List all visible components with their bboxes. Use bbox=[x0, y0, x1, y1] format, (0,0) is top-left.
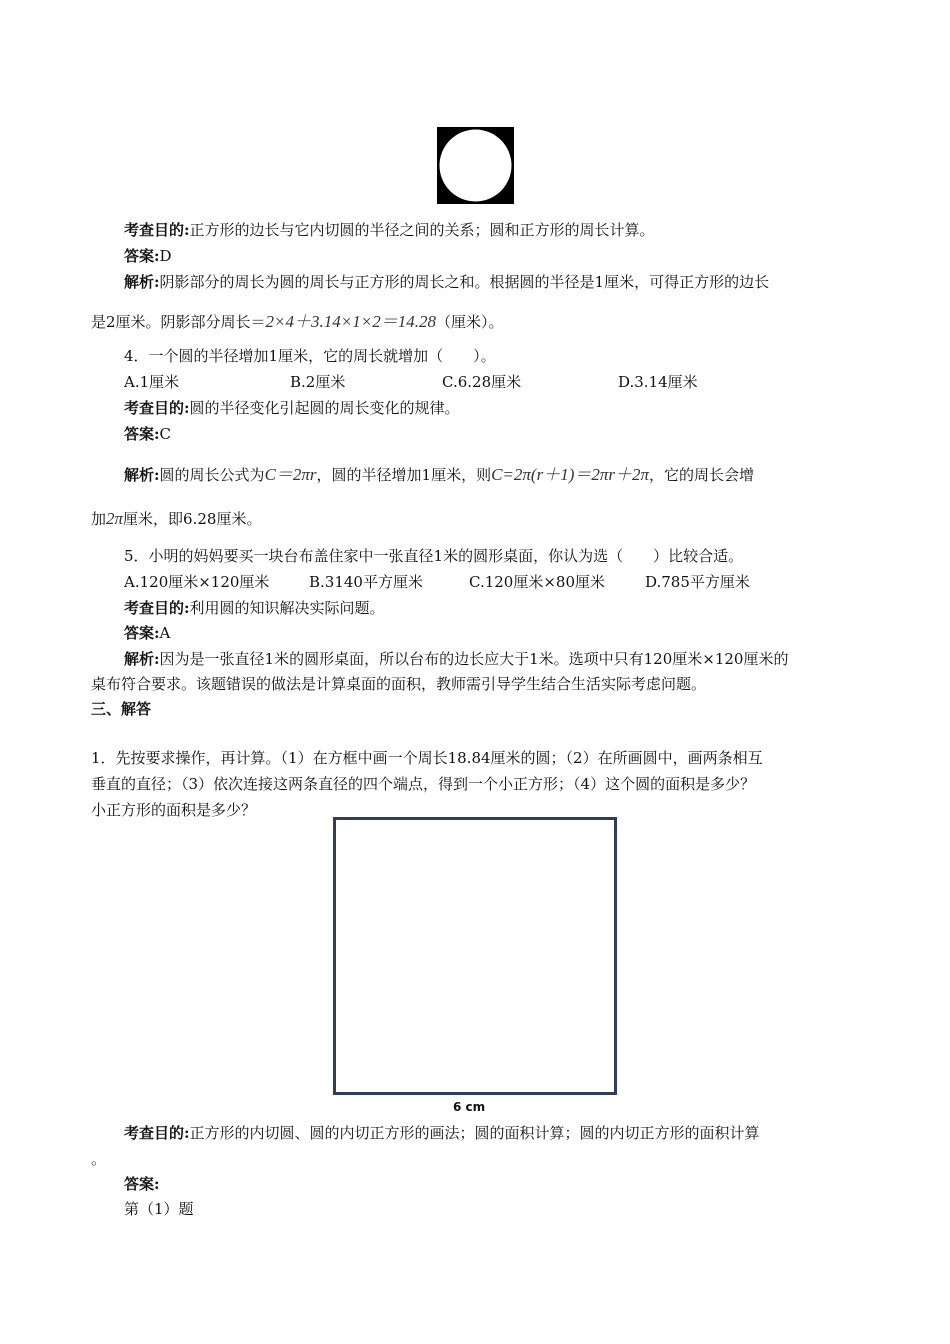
q4-purpose-label: 考查目的: bbox=[124, 399, 190, 417]
q3-analysis-text2-post: （厘米）。 bbox=[435, 313, 504, 331]
q4-formula3: 2π bbox=[106, 509, 124, 528]
q5-analysis-text1: 因为是一张直径1米的圆形桌面，所以台布的边长应大于1米。选项中只有120厘米×120厘米的 bbox=[159, 650, 789, 668]
q4-answer-line bbox=[124, 423, 171, 444]
section-heading: 三、解答 bbox=[91, 700, 152, 718]
q4-purpose-text: 圆的半径变化引起圆的周长变化的规律。 bbox=[189, 399, 460, 417]
q4-answer-label: 答案: bbox=[124, 425, 160, 443]
s1-purpose-line bbox=[124, 1122, 760, 1143]
q5-purpose-line bbox=[124, 597, 385, 618]
q3-analysis-line1 bbox=[124, 271, 769, 292]
q4-analysis-line2-pre: 加 bbox=[91, 510, 107, 528]
q5-analysis-label: 解析: bbox=[124, 650, 160, 668]
q4-analysis-line2 bbox=[91, 508, 261, 529]
q4-option-d: D.3.14厘米 bbox=[618, 373, 698, 391]
q4-analysis-mid: ，圆的半径增加1厘米，则 bbox=[316, 466, 492, 484]
q5-answer-line bbox=[124, 622, 170, 643]
q4-analysis-line1 bbox=[124, 460, 754, 485]
q5-answer-label: 答案: bbox=[124, 624, 160, 642]
q4-analysis-post: ，它的周长会增 bbox=[649, 466, 755, 484]
q3-analysis-label: 解析: bbox=[124, 273, 160, 291]
q5-analysis-line1 bbox=[124, 648, 788, 669]
q4-option-c: C.6.28厘米 bbox=[442, 373, 522, 391]
square-side-label: 6 cm bbox=[453, 1100, 486, 1114]
s1-purpose-cont: 。 bbox=[91, 1150, 107, 1168]
s1-text-line1: 1．先按要求操作，再计算。（1）在方框中画一个周长18.84厘米的圆；（2）在所画圆中，画两条相互 bbox=[91, 749, 763, 767]
q3-analysis-text2-pre: 是2厘米。阴影部分周长＝ bbox=[91, 313, 266, 331]
s1-purpose-text: 正方形的内切圆、圆的内切正方形的画法；圆的面积计算；圆的内切正方形的面积计算 bbox=[189, 1124, 760, 1142]
q5-answer-text: A bbox=[159, 624, 171, 642]
q4-formula1: C＝2πr bbox=[264, 465, 317, 484]
q4-purpose-line bbox=[124, 397, 460, 418]
q3-answer-line bbox=[124, 245, 172, 266]
q4-analysis-line2-post: 厘米，即6.28厘米。 bbox=[123, 510, 262, 528]
q5-option-c: C.120厘米×80厘米 bbox=[469, 573, 605, 591]
q4-analysis-label: 解析: bbox=[124, 466, 160, 484]
q4-option-b: B.2厘米 bbox=[290, 373, 346, 391]
q5-option-b: B.3140平方厘米 bbox=[309, 573, 423, 591]
s1-text-line3: 小正方形的面积是多少？ bbox=[91, 801, 257, 819]
square-with-inscribed-circle-figure bbox=[437, 127, 514, 204]
q4-formula2: C=2π(r＋1)＝2πr＋2π bbox=[491, 465, 650, 484]
q5-analysis-line2: 桌布符合要求。该题错误的做法是计算桌面的面积，教师需引导学生结合生活实际考虑问题。 bbox=[91, 675, 707, 693]
q5-question: 5．小明的妈妈要买一块台布盖住家中一张直径1米的圆形桌面，你认为选（ ）比较合适。 bbox=[124, 547, 744, 565]
empty-square-box-figure bbox=[333, 817, 617, 1095]
s1-sub-label: 第（1）题 bbox=[124, 1200, 194, 1218]
q4-question: 4．一个圆的半径增加1厘米，它的周长就增加（ ）。 bbox=[124, 347, 496, 365]
q5-purpose-label: 考查目的: bbox=[124, 599, 190, 617]
q5-option-d: D.785平方厘米 bbox=[645, 573, 750, 591]
q3-formula: 2×4＋3.14×1×2＝14.28 bbox=[265, 312, 436, 331]
q3-analysis-line2 bbox=[91, 307, 503, 332]
q3-answer-label: 答案: bbox=[124, 247, 160, 265]
s1-answer-label: 答案: bbox=[124, 1175, 160, 1193]
s1-text-line2: 垂直的直径；（3）依次连接这两条直径的四个端点，得到一个小正方形；（4）这个圆的面积是多少？ bbox=[91, 775, 756, 793]
q3-purpose-text: 正方形的边长与它内切圆的半径之间的关系；圆和正方形的周长计算。 bbox=[189, 221, 655, 239]
q4-option-a: A.1厘米 bbox=[124, 373, 180, 391]
q4-analysis-pre: 圆的周长公式为 bbox=[159, 466, 265, 484]
q3-analysis-text1: 阴影部分的周长为圆的周长与正方形的周长之和。根据圆的半径是1厘米，可得正方形的边长 bbox=[159, 273, 770, 291]
q3-purpose-line bbox=[124, 219, 655, 240]
q5-purpose-text: 利用圆的知识解决实际问题。 bbox=[189, 599, 385, 617]
q3-answer-text: D bbox=[159, 247, 172, 265]
q5-option-a: A.120厘米×120厘米 bbox=[124, 573, 270, 591]
s1-purpose-label: 考查目的: bbox=[124, 1124, 190, 1142]
q3-purpose-label: 考查目的: bbox=[124, 221, 190, 239]
q4-answer-text: C bbox=[159, 425, 172, 443]
